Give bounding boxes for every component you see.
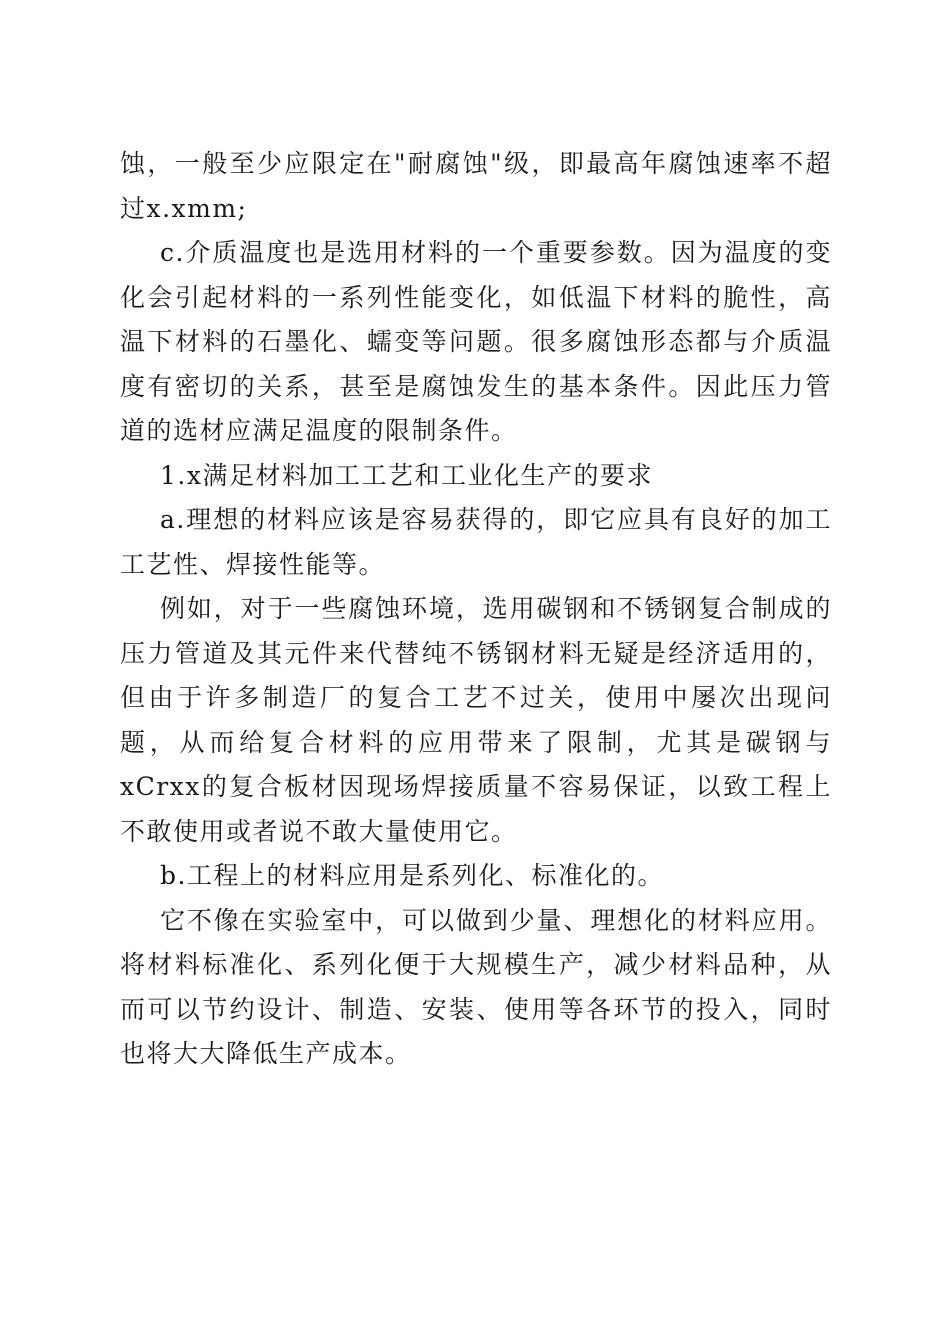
paragraph-composite-example: 例如，对于一些腐蚀环境，选用碳钢和不锈钢复合制成的压力管道及其元件来代替纯不锈钢材料无疑是经济适用的，但由于许多制造厂的复合工艺不过关，使用中屡次出现问题，从而给复合材料的应用带来了限制，尤其是碳钢与xCrxx的复合板材因现场焊接质量不容易保证，以致工程上不敢使用或者说不敢大量使用它。 [120, 594, 832, 846]
section-heading-processing-requirements: 1.x满足材料加工工艺和工业化生产的要求 [160, 460, 653, 490]
document-body [120, 142, 832, 1077]
paragraph-ideal-material: a.理想的材料应该是容易获得的，即它应具有良好的加工工艺性、焊接性能等。 [120, 505, 832, 579]
paragraph-corrosion-limit: 蚀，一般至少应限定在"耐腐蚀"级，即最高年腐蚀速率不超过x.xmm; [120, 149, 832, 223]
paragraph-medium-temperature: c.介质温度也是选用材料的一个重要参数。因为温度的变化会引起材料的一系列性能变化，如低温下材料的脆性，高温下材料的石墨化、蠕变等问题。很多腐蚀形态都与介质温度有密切的关系，甚至是腐蚀发生的基本条件。因此压力管道的选材应满足温度的限制条件。 [120, 238, 832, 445]
paragraph-standardization: b.工程上的材料应用是系列化、标准化的。 [160, 861, 664, 890]
paragraph-lab-vs-production: 它不像在实验室中，可以做到少量、理想化的材料应用。将材料标准化、系列化便于大规模生产，减少材料品种，从而可以节约设计、制造、安装、使用等各环节的投入，同时也将大大降低生产成本。 [120, 905, 832, 1068]
